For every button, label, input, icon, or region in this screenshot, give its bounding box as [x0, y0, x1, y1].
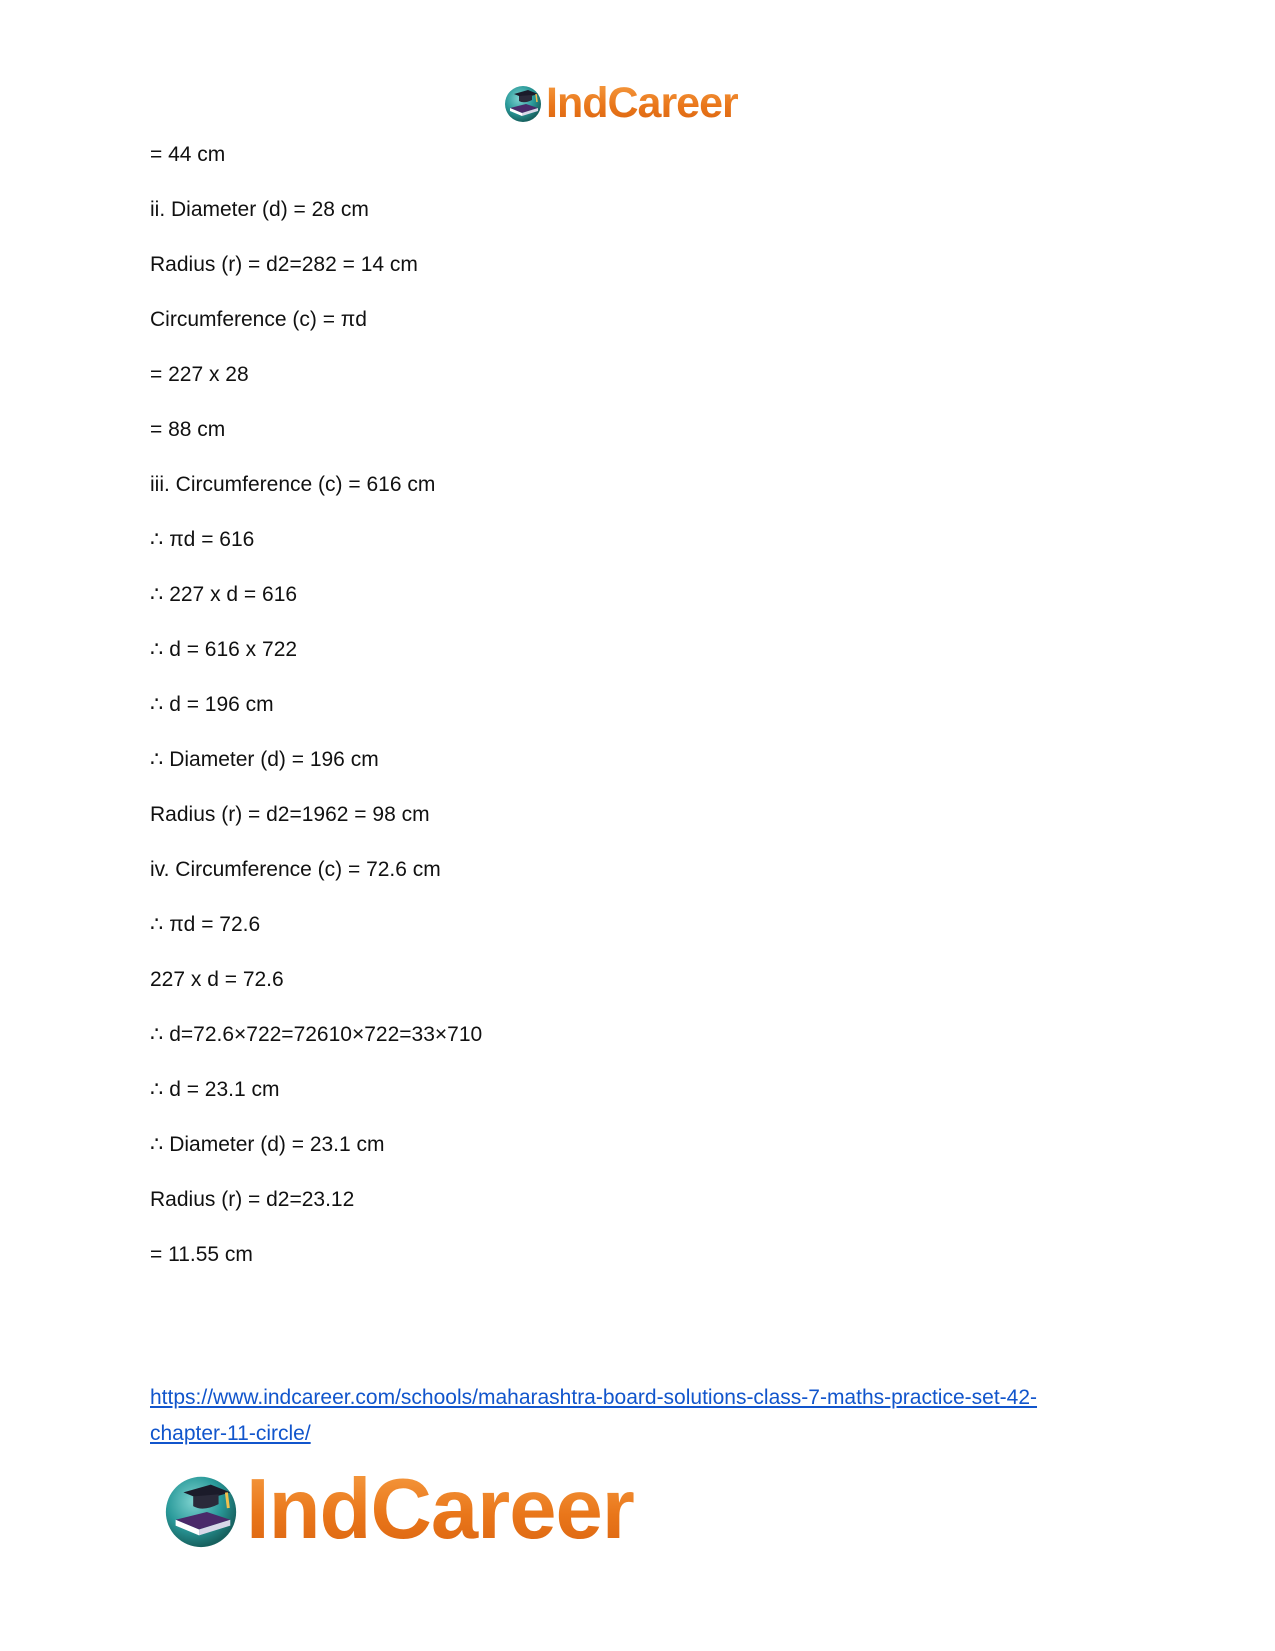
text-line: iv. Circumference (c) = 72.6 cm	[150, 858, 441, 881]
solution-content	[150, 142, 1130, 1297]
source-link[interactable]	[150, 1386, 1037, 1445]
text-line: ∴ d=72.6×722=72610×722=33×710	[150, 1023, 483, 1046]
source-link-line-2: chapter-11-circle/	[150, 1422, 311, 1445]
text-line: Radius (r) = d2=282 = 14 cm	[150, 253, 418, 276]
text-line: ∴ 227 x d = 616	[150, 583, 298, 606]
text-line: ∴ d = 23.1 cm	[150, 1078, 280, 1101]
brand-logo-text: IndCareer	[546, 78, 738, 127]
text-line: iii. Circumference (c) = 616 cm	[150, 473, 436, 496]
text-line: ∴ Diameter (d) = 23.1 cm	[150, 1133, 385, 1156]
globe-graduation-cap-icon	[502, 82, 544, 124]
source-link-block	[150, 1380, 1130, 1452]
text-line: ∴ d = 196 cm	[150, 693, 274, 716]
text-line: ∴ Diameter (d) = 196 cm	[150, 748, 379, 771]
text-line: ∴ d = 616 x 722	[150, 638, 298, 661]
text-line: = 227 x 28	[150, 363, 249, 386]
text-line: 227 x d = 72.6	[150, 968, 284, 991]
globe-graduation-cap-icon	[160, 1469, 242, 1551]
text-line: = 11.55 cm	[150, 1243, 253, 1266]
text-line: Radius (r) = d2=1962 = 98 cm	[150, 803, 430, 826]
text-line: = 88 cm	[150, 418, 226, 441]
brand-logo-text: IndCareer	[246, 1461, 634, 1557]
text-line: = 44 cm	[150, 143, 226, 166]
source-link-line-1: https://www.indcareer.com/schools/maharashtra-board-solutions-class-7-maths-practice-set-42-	[150, 1386, 1038, 1409]
text-line: ∴ πd = 616	[150, 528, 255, 551]
text-line: Circumference (c) = πd	[150, 308, 367, 331]
text-line: ii. Diameter (d) = 28 cm	[150, 198, 369, 221]
footer-logo	[160, 1462, 634, 1557]
text-line: ∴ πd = 72.6	[150, 913, 261, 936]
header-logo	[502, 78, 738, 128]
text-line: Radius (r) = d2=23.12	[150, 1188, 355, 1211]
